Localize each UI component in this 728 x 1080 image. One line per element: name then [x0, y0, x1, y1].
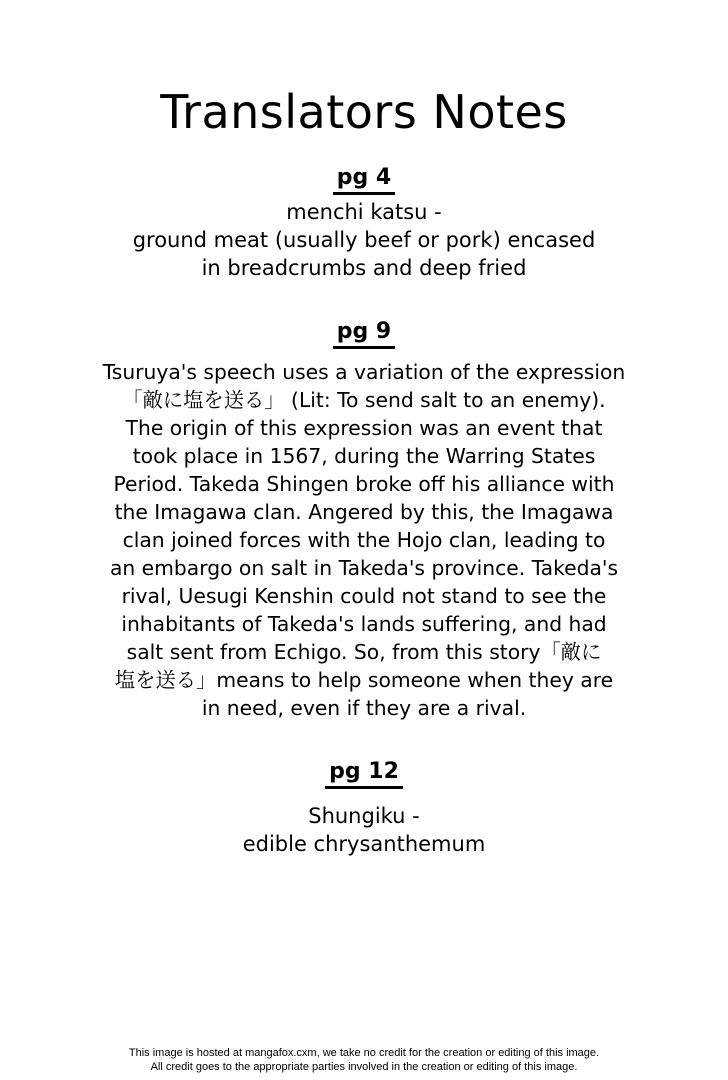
- note-line: an embargo on salt in Takeda's province. Takeda's: [109, 556, 619, 580]
- note-line: 塩を送る」means to help someone when they are: [114, 668, 614, 692]
- note-line: inhabitants of Takeda's lands suffering, and had: [121, 612, 607, 636]
- note-pg4: [96, 198, 632, 282]
- note-line: edible chrysanthemum: [242, 832, 486, 856]
- note-line: in need, even if they are a rival.: [201, 696, 527, 720]
- note-line: rival, Uesugi Kenshin could not stand to see the: [121, 584, 607, 608]
- note-line: took place in 1567, during the Warring States: [132, 444, 596, 468]
- note-line: Tsuruya's speech uses a variation of the expression: [102, 360, 626, 384]
- note-line: Period. Takeda Shingen broke off his alliance with: [113, 472, 615, 496]
- disclaimer-line: This image is hosted at mangafox.cxm, we take no credit for the creation or editing of this image.: [128, 1047, 600, 1059]
- note-pg12: [96, 802, 632, 858]
- note-page-label: pg 4: [333, 164, 395, 195]
- note-line: the Imagawa clan. Angered by this, the Imagawa: [114, 500, 614, 524]
- note-line: The origin of this expression was an event that: [125, 416, 603, 440]
- note-page-label: pg 9: [333, 318, 395, 349]
- note-line: Shungiku -: [308, 804, 420, 828]
- hosting-disclaimer: [0, 1046, 728, 1074]
- note-line: ground meat (usually beef or pork) encased: [132, 228, 596, 252]
- note-line: menchi katsu -: [286, 200, 442, 224]
- note-line: in breadcrumbs and deep fried: [201, 256, 527, 280]
- disclaimer-line: All credit goes to the appropriate parties involved in the creation or editing of this image.: [150, 1061, 578, 1073]
- note-page-label: pg 12: [325, 758, 403, 789]
- note-heading-pg12: [0, 758, 728, 789]
- note-heading-pg9: [0, 318, 728, 349]
- note-line: salt sent from Echigo. So, from this story「敵に: [126, 640, 602, 664]
- note-heading-pg4: [0, 164, 728, 195]
- note-line: 「敵に塩を送る」 (Lit: To send salt to an enemy).: [122, 388, 606, 412]
- page-title: Translators Notes: [160, 85, 568, 139]
- note-line: clan joined forces with the Hojo clan, leading to: [122, 528, 606, 552]
- note-pg9: [90, 358, 638, 722]
